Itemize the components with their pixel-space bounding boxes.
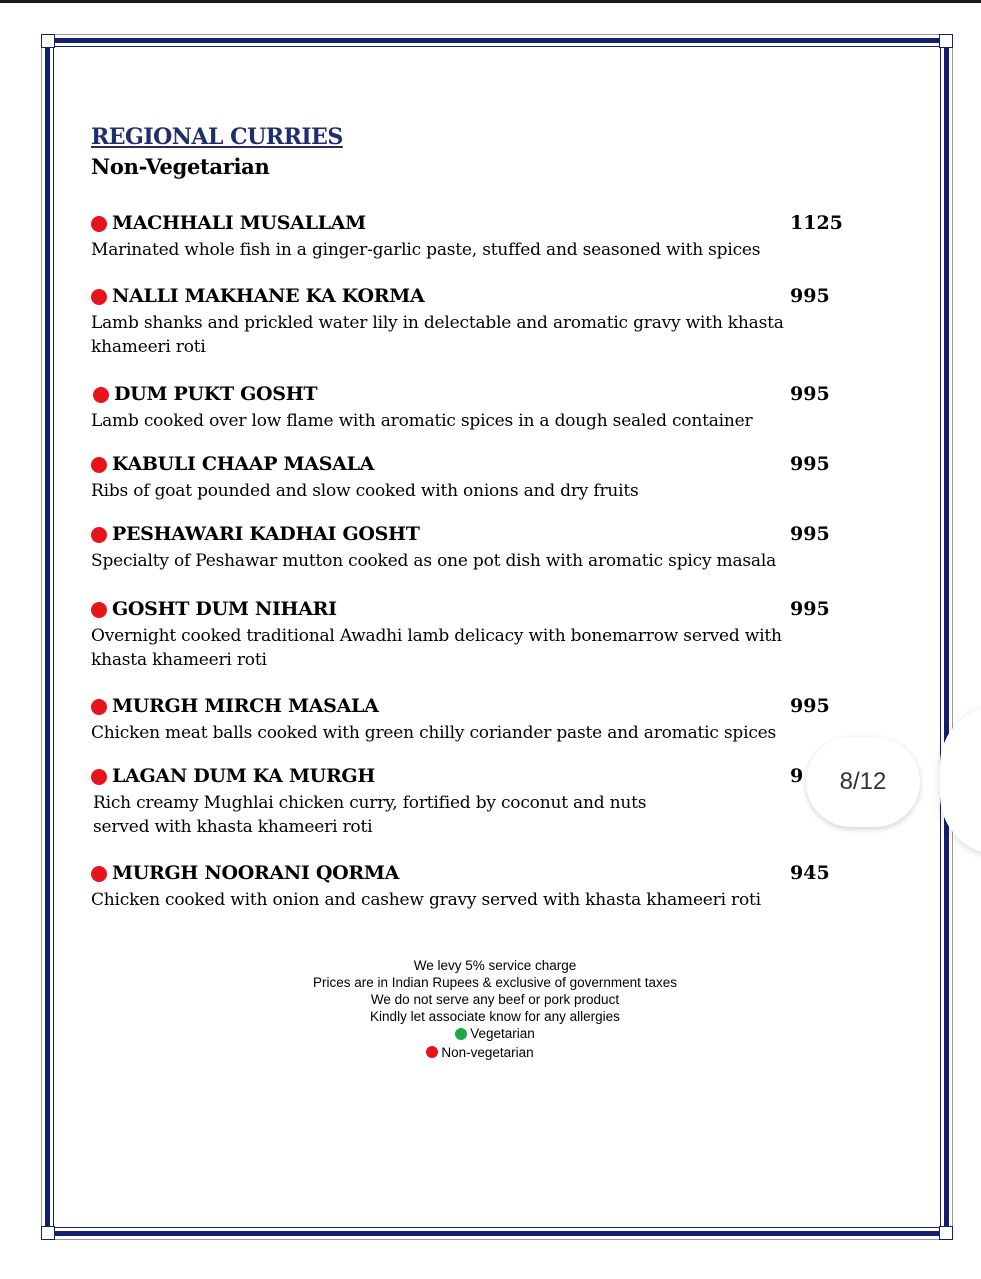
dish-name: MACHHALI MUSALLAM [112,212,366,234]
menu-footer-notes [0,957,981,1062]
dish-name: KABULI CHAAP MASALA [112,453,375,475]
non-veg-dot-icon [91,769,107,785]
veg-dot-icon [455,1028,467,1040]
section-title: REGIONAL CURRIES [91,124,343,150]
dish-name: NALLI MAKHANE KA KORMA [112,285,425,307]
menu-item [91,523,851,573]
dish-price: 995 [790,285,830,307]
page-indicator[interactable] [806,737,920,827]
footer-note: We do not serve any beef or pork product [370,992,620,1007]
dish-price: 995 [790,695,830,717]
dish-price: 1125 [790,212,843,234]
legend-non-vegetarian [0,1044,981,1063]
dish-name: GOSHT DUM NIHARI [112,598,337,620]
dish-name: MURGH NOORANI QORMA [112,862,400,884]
dish-price: 945 [790,862,830,884]
status-bar-edge [0,0,981,3]
dish-description: Chicken meat balls cooked with green chilly coriander paste and aromatic spices [91,723,777,743]
dish-description: Overnight cooked traditional Awadhi lamb delicacy with bonemarrow served with khasta khameeri roti [91,626,782,670]
dish-price: 995 [790,523,830,545]
non-veg-dot-icon [91,699,107,715]
dish-description: Marinated whole fish in a ginger-garlic paste, stuffed and seasoned with spices [91,240,761,260]
non-veg-dot-icon [91,602,107,618]
dish-description: Specialty of Peshawar mutton cooked as one pot dish with aromatic spicy masala [91,551,777,571]
menu-item [91,383,851,433]
border-corner-ornament [939,1226,953,1240]
non-veg-dot-icon [91,527,107,543]
dish-description: Lamb shanks and prickled water lily in delectable and aromatic gravy with khasta khameeri roti [91,313,784,357]
menu-item [91,212,851,262]
menu-item [91,695,851,745]
non-veg-dot-icon [91,866,107,882]
dish-description: Ribs of goat pounded and slow cooked with onions and dry fruits [91,481,639,501]
dish-name: MURGH MIRCH MASALA [112,695,379,717]
non-veg-dot-icon [91,216,107,232]
footer-note: Kindly let associate know for any allergies [370,1009,620,1024]
footer-note: We levy 5% service charge [413,958,577,973]
menu-item [91,765,851,839]
menu-item [91,862,851,912]
non-veg-dot-icon [91,457,107,473]
dish-description: Rich creamy Mughlai chicken curry, fortified by coconut and nuts served with khasta khameeri roti [93,793,647,837]
border-corner-ornament [41,1226,55,1240]
menu-item [91,598,851,672]
legend-veg-label: Vegetarian [470,1026,535,1041]
dish-price: 995 [790,383,830,405]
border-corner-ornament [41,34,55,48]
legend-vegetarian [0,1025,981,1044]
section-subtitle: Non-Vegetarian [91,154,270,179]
dish-name: LAGAN DUM KA MURGH [112,765,376,787]
dish-price: 995 [790,453,830,475]
dish-price: 995 [790,598,830,620]
dish-name: PESHAWARI KADHAI GOSHT [112,523,420,545]
legend-nonveg-label: Non-vegetarian [441,1044,534,1060]
dish-description: Chicken cooked with onion and cashew gravy served with khasta khameeri roti [91,890,761,910]
non-veg-dot-icon [426,1046,438,1058]
border-corner-ornament [939,34,953,48]
page-indicator-label: 8/12 [839,768,887,795]
non-veg-dot-icon [93,387,109,403]
dish-description: Lamb cooked over low flame with aromatic spices in a dough sealed container [91,411,753,431]
dish-price: 9 [790,765,804,787]
dish-name: DUM PUKT GOSHT [114,383,318,405]
menu-item [91,285,851,359]
non-veg-dot-icon [91,289,107,305]
menu-item [91,453,851,503]
footer-note: Prices are in Indian Rupees & exclusive of government taxes [313,975,677,990]
